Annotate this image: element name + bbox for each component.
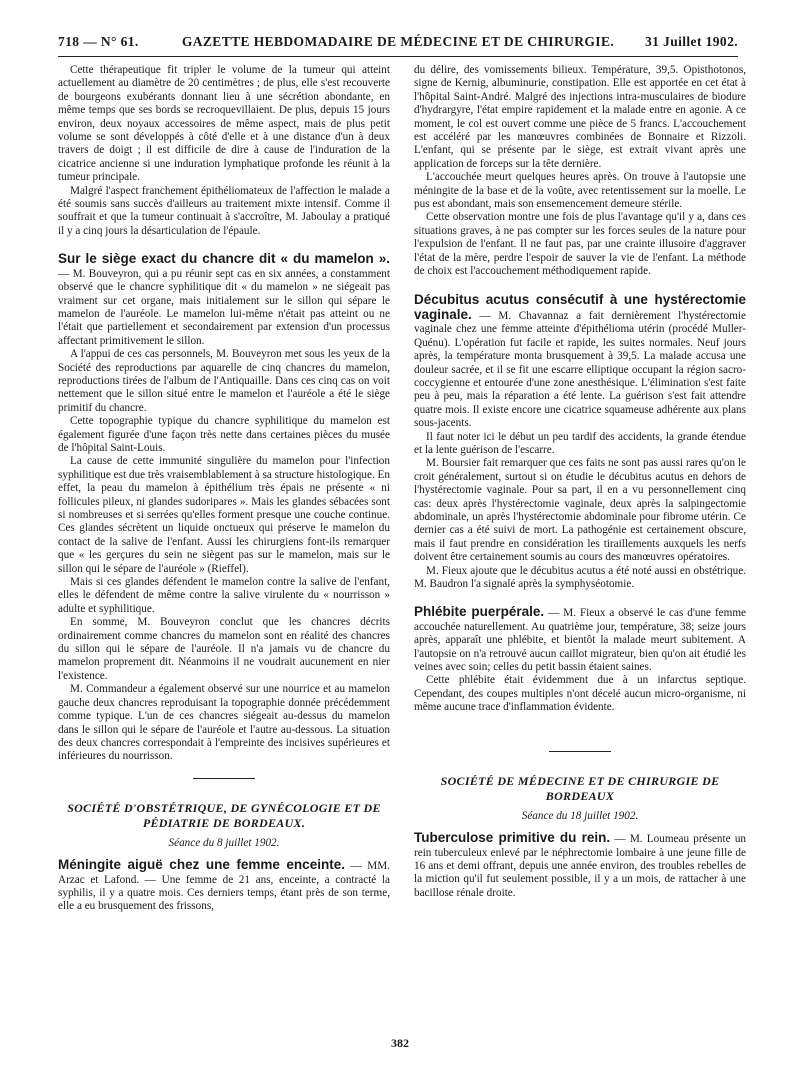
paragraph: En somme, M. Bouveyron conclut que les chancres décrits ordinairement comme chancres du mamelon sont en réalité des chancres du sillon qui le sépare de l'auréole. Il n'a jamais vu de chancre du mamelon proprement dit. Néanmoins il ne voudrait aucunement en nier l'existence. xyxy=(58,616,390,682)
page-number: 382 xyxy=(391,1036,409,1050)
paragraph: — M. Bouveyron, qui a pu réunir sept cas en six années, a constamment observé que le chancre syphilitique dit « du mamelon » ne siégeait pas vraiment sur cet organe, mais initialement sur le sillon qui sépare le mamelon de l'auréole. Le mamelon lui-même n'était pas atteint ou ne l'était que partiellement et secondairement par extension d'un processus affectant primitivement le sillon. xyxy=(58,267,390,347)
page-label: 718 — N° 61. xyxy=(58,34,139,49)
heading-chancre: Sur le siège exact du chancre dit « du mamelon ». xyxy=(58,251,390,267)
heading-meningite: Méningite aiguë chez une femme enceinte. xyxy=(58,857,345,873)
section-title-obstetrique: SOCIÉTÉ D'OBSTÉTRIQUE, DE GYNÉCOLOGIE ET DE PÉDIATRIE DE BORDEAUX. xyxy=(67,800,381,830)
paragraph: M. Fieux ajoute que le décubitus acutus a été noté aussi en obstétrique. M. Baudron l'a signalé après la symphyséotomie. xyxy=(414,564,746,591)
heading-decubitus: Décubitus acutus consécutif à une hystérectomie vaginale. xyxy=(414,291,746,322)
journal-title: GAZETTE HEBDOMADAIRE DE MÉDECINE ET DE CHIRURGIE. xyxy=(181,34,615,49)
paragraph: du délire, des vomissements bilieux. Température, 39,5. Opisthotonos, signe de Kernig, albuminurie, constipation. Elle est apportée en cet état à l'hôpital Saint-André. Malgré des injections intra-musculaires de biodure d'hydrargyre, l'état empire rapidement et la malade entre en agonie. A ce moment, le col est ouvert comme une pièce de 5 francs. L'accouchement est accéléré par les manœuvres combinées de Bonnaire et Rizzoli. L'enfant, qui se présente par le siège, est extrait vivant après une application de forceps sur la tête dernière. xyxy=(414,64,746,170)
section-divider xyxy=(193,778,255,779)
paragraph: Cette observation montre une fois de plus l'avantage qu'il y a, dans ces situations graves, à ne pas compter sur les forces seules de la nature pour l'expulsion de l'enfant. Il ne faut pas, par une crainte illusoire d'aggraver l'état de la mère, perdre l'espoir de sauver la vie de l'enfant. La méthode de choix est l'accouchement méthodiquement rapide. xyxy=(414,211,746,278)
paragraph: — M. Loumeau présente un rein tuberculeux enlevé par le néphrectomie lombaire à une jeune fille de 16 ans et demi offrant, depuis une année environ, des troubles rebelles de la miction qu'il fut seulement possible, il y a un mois, de rattacher à une bacillose rénale droite. xyxy=(414,833,747,899)
section-title-medecine: SOCIÉTÉ DE MÉDECINE ET DE CHIRURGIE DE BORDEAUX xyxy=(440,773,720,803)
paragraph: Malgré l'aspect franchement épithéliomateux de l'affection le malade a été soumis sans succès d'ailleurs au traitement mixte intensif. Comme il souffrait et que la tumeur continuait à s'accroître, M. Jaboulay a pratiqué il y a cinq jours la désarticulation de l'épaule. xyxy=(58,184,390,237)
section-divider xyxy=(549,751,611,752)
paragraph: Cette topographie typique du chancre syphilitique du mamelon est également figurée d'une façon très nette dans certaines pièces du musée de l'hôpital Saint-Louis. xyxy=(58,415,390,454)
paragraph: M. Commandeur a également observé sur une nourrice et au mamelon gauche deux chancres reproduisant la topographie donnée précédemment comme typique. L'un de ces chancres siégeait au-dessus du mamelon dans le sillon qui le sépare de l'auréole et l'autre au-dessous. La situation des deux chancres correspondait à l'empreinte des incisives supérieures et inférieures du nourrisson. xyxy=(58,683,390,763)
paragraph: La cause de cette immunité singulière du mamelon pour l'infection syphilitique est due très vraisemblablement à sa structure histologique. En effet, la peau du mamelon à épithélium très épais ne présente « ni follicules pileux, ni glandes sudoripares ». Mais les glandes sébacées sont si nombreuses et si serrées qu'elles forment presque une couche continue. Ces glandes sécrètent un liquide onctueux qui préserve le mamelon du contact de la salive de l'enfant. Aussi les chirurgiens font-ils remarquer que « les gerçures du sein ne siègent pas sur le mamelon, mais sur le sillon qui le sépare de l'auréole » (Rieffel). xyxy=(58,455,390,575)
paragraph: L'accouchée meurt quelques heures après. On trouve à l'autopsie une méningite de la base et de la voûte, avec retentissement sur la moelle. Le pus est abondant, mais son ensemencement demeure stérile. xyxy=(414,171,746,211)
issue-date: 31 Juillet 1902. xyxy=(644,34,738,49)
paragraph: Cette phlébite était évidemment due à un infarctus septique. Cependant, des coupes multiples n'ont décelé aucun micro-organisme, ni même aucune trace d'inflammation évidente. xyxy=(414,674,746,714)
paragraph: Mais si ces glandes défendent le mamelon contre la salive de l'enfant, elles le défendent de même contre la salive virulente du « nourrisson » adulte et syphilitique. xyxy=(58,576,390,615)
paragraph: M. Boursier fait remarquer que ces faits ne sont pas aussi rares qu'on le croit généralement, surtout si on étudie le décubitus acutus en dehors de l'hystérectomie vaginale. Pour sa part, il en a vu personnellement cinq cas: deux après l'hystérectomie vaginale, deux après la salpingectomie abdominale, un après l'hystérectomie abdominale pour fibrome utérin. Ce dernier cas a été suivi de mort. La pathogénie est certainement obscure, mais il faut prendre en considération les tiraillements auxquels les nerfs doivent être certainement soumis au cours des manœuvres opératoires. xyxy=(414,457,746,564)
paragraph: — MM. Arzac et Lafond. — Une femme de 21 ans, enceinte, a contracté la syphilis, il y a quatre mois. Ces derniers temps, étant près de son terme, elle a eu brusquement des frissons, xyxy=(58,860,390,913)
seance-date: Séance du 18 juillet 1902. xyxy=(521,809,639,822)
paragraph: — M. Chavannaz a fait dernièrement l'hystérectomie vaginale chez une femme atteinte d'épithélioma utérin (procédé Muller-Quénu). L'opération fut facile et rapide, les suites normales. Neuf jours après, la température monta brusquement à 39,5. La malade accusa une douleur sacrée, et il se fit une escarre elliptique occupant la région sacro-coccygienne et entourée d'une zone anesthésique. L'élimination s'est faite peu à peu, mais la réparation a été lente. La guérison s'est fait attendre quatre mois. Il existe encore une cicatrice squameuse adhérente aux plans sous-jacents. xyxy=(414,309,747,430)
heading-tuberculose: Tuberculose primitive du rein. xyxy=(414,830,611,846)
left-column xyxy=(58,64,390,914)
paragraph: A l'appui de ces cas personnels, M. Bouveyron met sous les yeux de la Société des reproductions par aquarelle de cinq chancres du mamelon, reproductions tirées de l'album de l'Antiquaille. Dans ces cinq cas on voit nettement que le sillon situé entre le mamelon et l'auréole a été le siège primitif du chancre. xyxy=(58,348,390,414)
heading-phlebite: Phlébite puerpérale. xyxy=(414,604,545,620)
right-column xyxy=(414,64,746,900)
seance-date: Séance du 8 juillet 1902. xyxy=(168,836,280,849)
paragraph: Il faut noter ici le début un peu tardif des accidents, la grande étendue et la lente guérison de l'escarre. xyxy=(414,430,746,456)
running-header xyxy=(58,30,738,57)
paragraph: Cette thérapeutique fit tripler le volume de la tumeur qui atteint actuellement au diamètre de 20 centimètres ; de plus, elle s'est recouverte de bourgeons exubérants donnant lieu à une sécrétion abondante, en même temps que ses bords se recroquevillaient. De plus, depuis 15 jours environ, deux noyaux accessoires de même aspect, mais de plus petit volume se sont développés à côté d'elle et à une distance d'un à deux travers de doigt ; il est difficile de dire à cause de l'induration de la cicatrice ancienne si une induration lymphatique profonde les réunit à la tumeur principale. xyxy=(58,64,390,184)
paragraph: — M. Fieux a observé le cas d'une femme accouchée naturellement. Au quatrième jour, température, 38; seize jours après, apparaît une phlébite, et bientôt la malade meurt subitement. A l'autopsie on n'a retrouvé aucun caillot migrateur, bien qu'on ait étudié les veines avec soin; celles du petit bassin étaient saines. xyxy=(414,607,747,674)
